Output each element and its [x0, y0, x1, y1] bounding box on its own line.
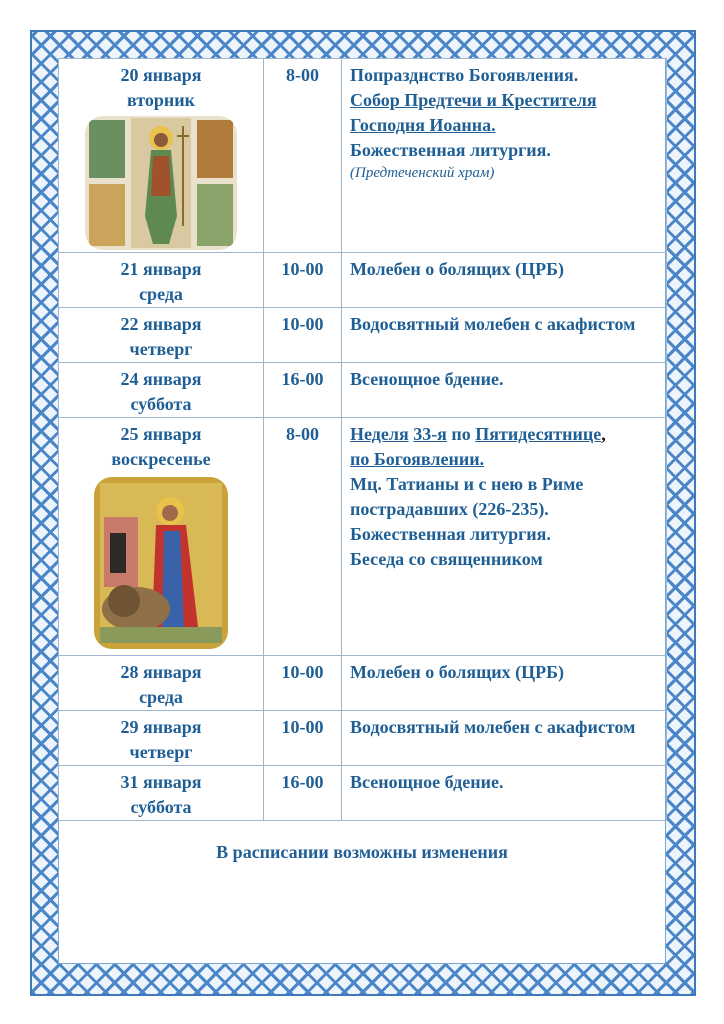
- feast-title: [350, 422, 662, 447]
- event-cell: Всенощное бдение.: [342, 363, 667, 418]
- event-line: Попразднство Богоявления.: [350, 65, 579, 85]
- event-line: Мц. Татианы и с нею в Риме пострадавших (226-235).: [350, 474, 584, 519]
- event-cell: Всенощное бдение.: [342, 766, 667, 821]
- event-line: Божественная литургия.: [350, 140, 551, 160]
- date-cell: [59, 418, 264, 656]
- date-cell: [59, 59, 264, 253]
- event-cell: Водосвятный молебен с акафистом: [342, 711, 667, 766]
- day-text: суббота: [130, 394, 192, 414]
- date-text: 22 января: [120, 314, 202, 334]
- martyr-tatiana-icon: [94, 477, 228, 649]
- comma-text: ,: [601, 424, 606, 444]
- day-text: четверг: [129, 339, 193, 359]
- time-cell: 8-00: [264, 59, 342, 253]
- date-cell: [59, 711, 264, 766]
- event-cell: Молебен о болящих (ЦРБ): [342, 253, 667, 308]
- date-text: 28 января: [120, 662, 202, 682]
- feast-link[interactable]: 33-я: [413, 424, 447, 444]
- feast-word: по: [451, 424, 471, 444]
- theophany-icon: [85, 116, 237, 250]
- schedule-table: [58, 58, 667, 821]
- date-cell: [59, 308, 264, 363]
- time-cell: 10-00: [264, 711, 342, 766]
- time-cell: 8-00: [264, 418, 342, 656]
- table-row: [59, 656, 667, 711]
- event-line: Божественная литургия.: [350, 524, 551, 544]
- event-cell: Водосвятный молебен с акафистом: [342, 308, 667, 363]
- day-text: вторник: [126, 90, 195, 110]
- date-text: 24 января: [120, 369, 202, 389]
- date-text: 31 января: [120, 772, 202, 792]
- date-text: 29 января: [120, 717, 202, 737]
- event-cell: Молебен о болящих (ЦРБ): [342, 656, 667, 711]
- event-cell: [342, 418, 667, 656]
- date-cell: [59, 363, 264, 418]
- table-row: [59, 363, 667, 418]
- schedule-change-note: В расписании возможны изменения: [216, 842, 508, 862]
- day-text: воскресенье: [111, 449, 211, 469]
- time-cell: 16-00: [264, 766, 342, 821]
- day-text: суббота: [130, 797, 192, 817]
- date-text: 25 января: [120, 424, 202, 444]
- time-cell: 10-00: [264, 253, 342, 308]
- day-text: среда: [139, 687, 183, 707]
- date-cell: [59, 253, 264, 308]
- table-row: [59, 253, 667, 308]
- date-text: 20 января: [120, 65, 202, 85]
- time-cell: 16-00: [264, 363, 342, 418]
- event-line: Беседа со священником: [350, 549, 543, 569]
- day-text: четверг: [129, 742, 193, 762]
- table-row: [59, 308, 667, 363]
- event-cell: [342, 59, 667, 253]
- time-cell: 10-00: [264, 656, 342, 711]
- table-row: [59, 766, 667, 821]
- table-row: [59, 59, 667, 253]
- date-text: 21 января: [120, 259, 202, 279]
- date-cell: [59, 766, 264, 821]
- time-cell: 10-00: [264, 308, 342, 363]
- feast-link[interactable]: Неделя: [350, 424, 409, 444]
- feast-link[interactable]: по Богоявлении.: [350, 449, 485, 469]
- location-note: (Предтеченский храм): [350, 165, 495, 181]
- date-cell: [59, 656, 264, 711]
- table-row: [59, 418, 667, 656]
- feast-link[interactable]: Пятидесятнице: [475, 424, 602, 444]
- feast-link[interactable]: Собор Предтечи и Крестителя Господня Иоанна.: [350, 90, 597, 135]
- day-text: среда: [139, 284, 183, 304]
- table-row: [59, 711, 667, 766]
